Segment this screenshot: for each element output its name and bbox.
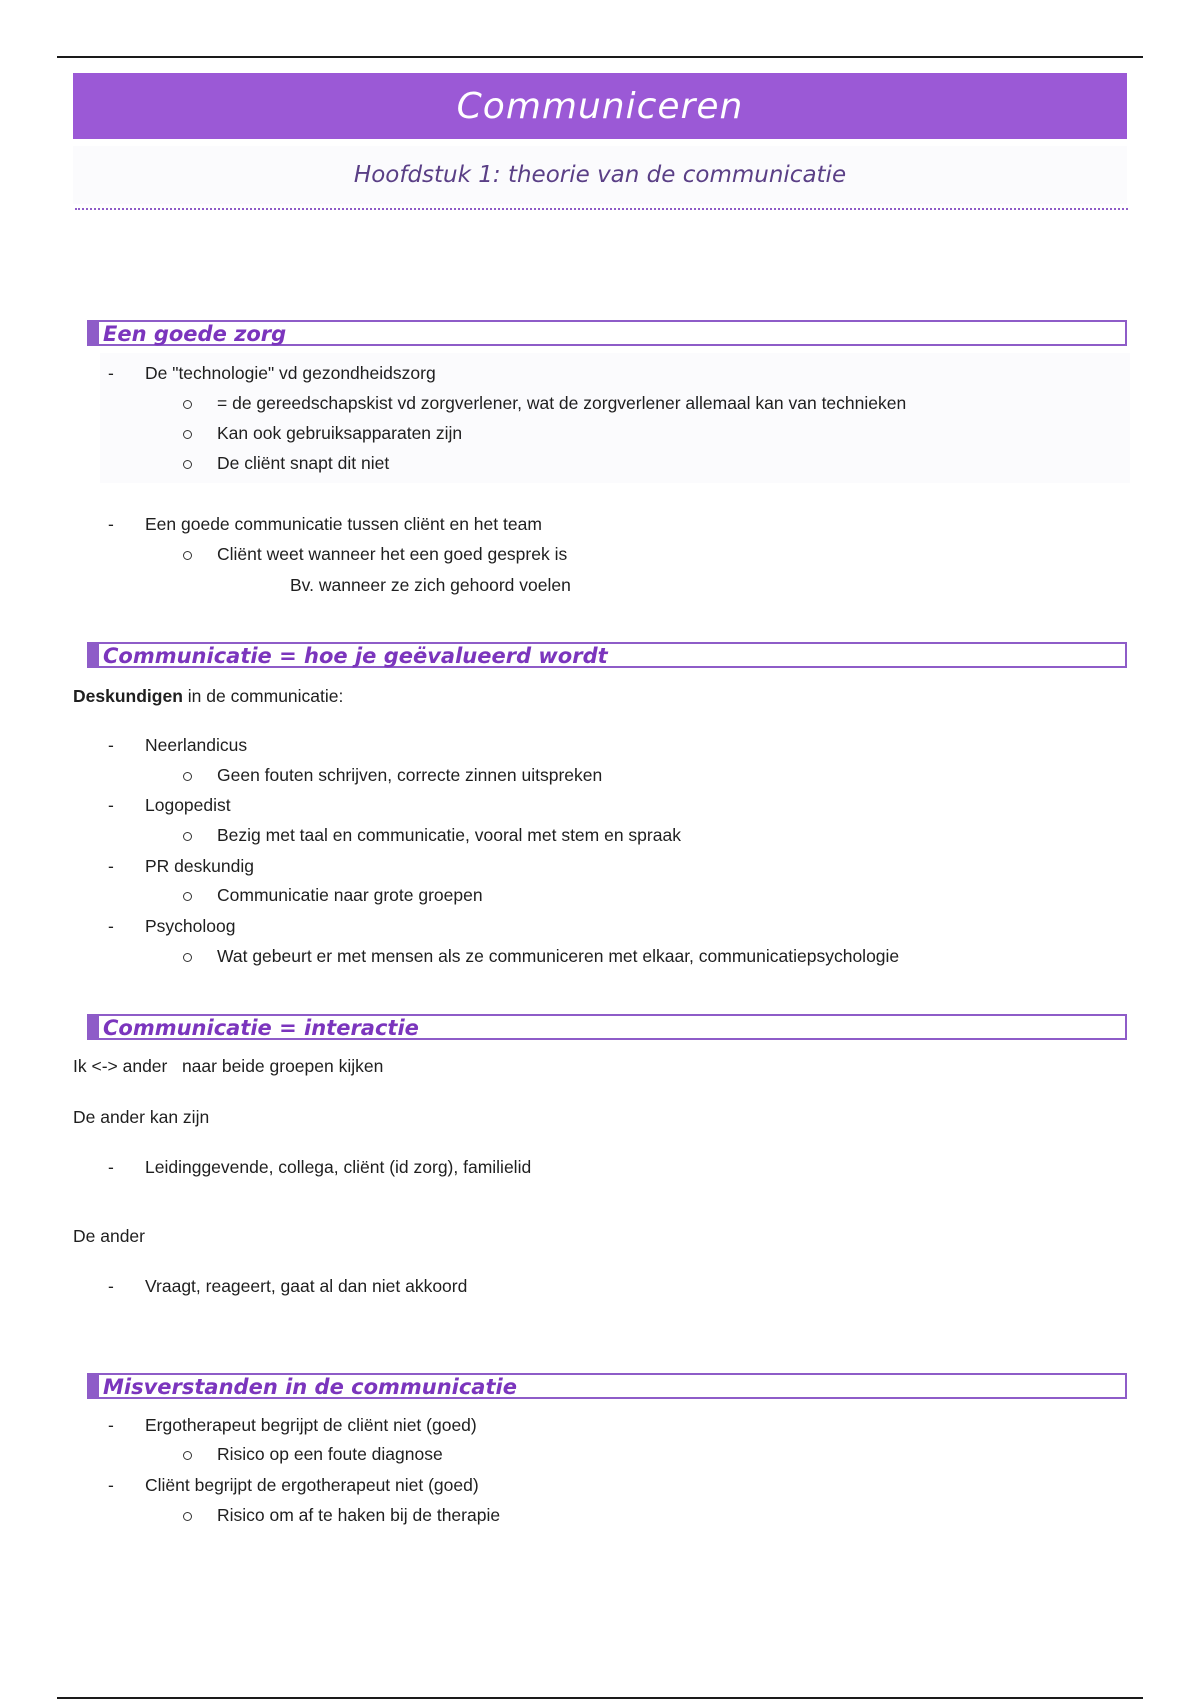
sub-list-item: Cliënt weet wanneer het een goed gesprek is	[217, 544, 568, 564]
example-note: Bv. wanneer ze zich gehoord voelen	[290, 575, 571, 595]
dash-bullet: -	[108, 856, 114, 876]
circle-bullet-icon	[183, 892, 192, 901]
dash-bullet: -	[108, 363, 114, 383]
intro-line	[73, 685, 343, 707]
paragraph-line: De ander	[73, 1226, 145, 1246]
circle-bullet-icon	[183, 832, 192, 841]
sub-list-item: = de gereedschapskist vd zorgverlener, wat de zorgverlener allemaal kan van technieken	[217, 393, 907, 413]
top-rule	[57, 56, 1143, 58]
paragraph-line: Ik <-> ander naar beide groepen kijken	[73, 1056, 384, 1076]
circle-bullet-icon	[183, 1512, 192, 1521]
sub-list-item: Bezig met taal en communicatie, vooral met stem en spraak	[217, 825, 681, 845]
dash-bullet: -	[108, 735, 114, 755]
circle-bullet-icon	[183, 400, 192, 409]
bottom-rule	[57, 1697, 1143, 1699]
document-subtitle: Hoofdstuk 1: theorie van de communicatie	[73, 146, 1127, 204]
dash-bullet: -	[108, 1276, 114, 1296]
dash-bullet: -	[108, 1415, 114, 1435]
intro-bold: Deskundigen	[73, 686, 183, 706]
circle-bullet-icon	[183, 772, 192, 781]
sub-list-item: De cliënt snapt dit niet	[217, 453, 390, 473]
document-title: Communiceren	[73, 73, 1127, 139]
list-item: De "technologie" vd gezondheidszorg	[145, 363, 436, 383]
list-item: Vraagt, reageert, gaat al dan niet akkoord	[145, 1276, 468, 1296]
sub-list-item: Risico om af te haken bij de therapie	[217, 1505, 501, 1525]
sub-list-item: Risico op een foute diagnose	[217, 1444, 443, 1464]
list-item: Een goede communicatie tussen cliënt en het team	[145, 514, 542, 534]
section-heading-communicatie-evaluatie: Communicatie = hoe je geëvalueerd wordt	[87, 642, 1127, 668]
circle-bullet-icon	[183, 1451, 192, 1460]
dotted-divider	[75, 208, 1128, 210]
sub-list-item: Wat gebeurt er met mensen als ze communiceren met elkaar, communicatiepsychologie	[217, 946, 900, 966]
section-heading-misverstanden: Misverstanden in de communicatie	[87, 1373, 1127, 1399]
sub-list-item: Kan ook gebruiksapparaten zijn	[217, 423, 463, 443]
dash-bullet: -	[108, 514, 114, 534]
circle-bullet-icon	[183, 953, 192, 962]
section-heading-communicatie-interactie: Communicatie = interactie	[87, 1014, 1127, 1040]
section-heading-een-goede-zorg: Een goede zorg	[87, 320, 1127, 346]
paragraph-line: De ander kan zijn	[73, 1107, 210, 1127]
dash-bullet: -	[108, 795, 114, 815]
circle-bullet-icon	[183, 460, 192, 469]
dash-bullet: -	[108, 916, 114, 936]
circle-bullet-icon	[183, 551, 192, 560]
list-item: Leidinggevende, collega, cliënt (id zorg), familielid	[145, 1157, 532, 1177]
list-item: Ergotherapeut begrijpt de cliënt niet (goed)	[145, 1415, 477, 1435]
circle-bullet-icon	[183, 430, 192, 439]
dash-bullet: -	[108, 1475, 114, 1495]
sub-list-item: Communicatie naar grote groepen	[217, 885, 483, 905]
intro-rest: in de communicatie:	[182, 686, 344, 706]
list-item: PR deskundig	[145, 856, 254, 876]
list-item: Psycholoog	[145, 916, 236, 936]
list-item: Neerlandicus	[145, 735, 248, 755]
sub-list-item: Geen fouten schrijven, correcte zinnen uitspreken	[217, 765, 603, 785]
list-item: Cliënt begrijpt de ergotherapeut niet (goed)	[145, 1475, 479, 1495]
dash-bullet: -	[108, 1157, 114, 1177]
list-item: Logopedist	[145, 795, 231, 815]
